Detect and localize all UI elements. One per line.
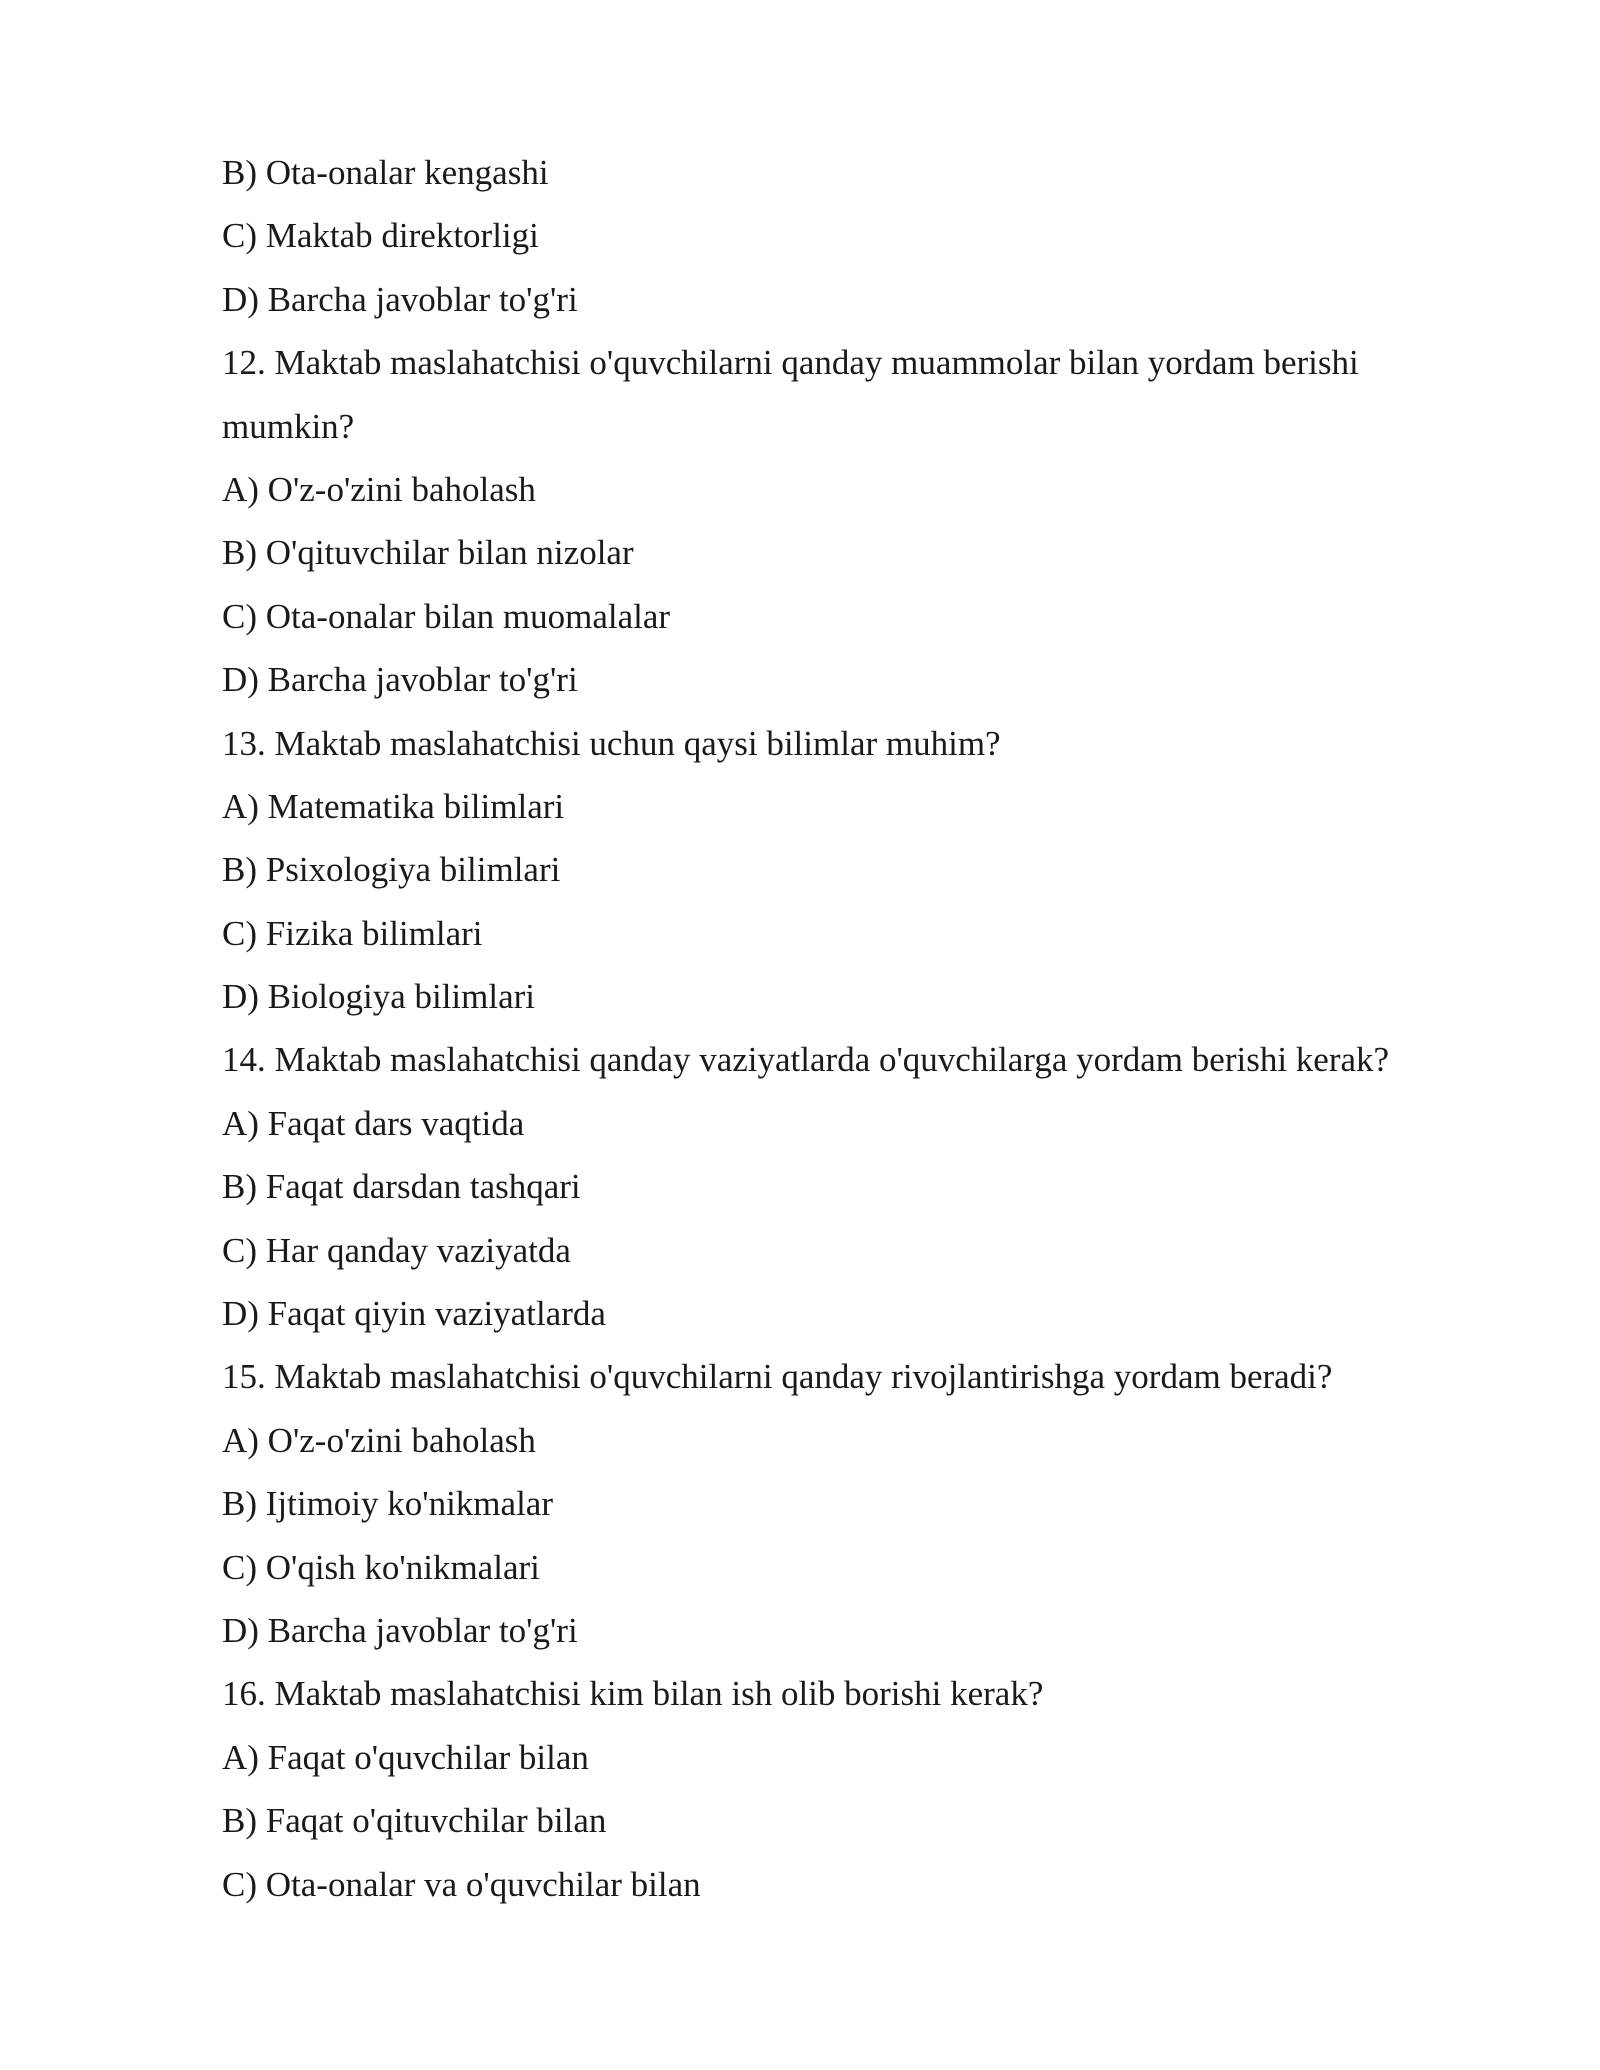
question-text: 16. Maktab maslahatchisi kim bilan ish olib borishi kerak? bbox=[222, 1674, 1044, 1714]
answer-option: B) Ota-onalar kengashi bbox=[222, 153, 549, 192]
answer-option: C) Maktab direktorligi bbox=[222, 216, 539, 256]
question-text: 13. Maktab maslahatchisi uchun qaysi bilimlar muhim? bbox=[222, 723, 1001, 763]
answer-option: D) Barcha javoblar to'g'ri bbox=[222, 1610, 578, 1650]
answer-option: C) O'qish ko'nikmalari bbox=[222, 1547, 540, 1587]
document-body bbox=[222, 141, 1462, 1916]
answer-option: A) Matematika bilimlari bbox=[222, 786, 565, 826]
answer-option: D) Biologiya bilimlari bbox=[222, 977, 536, 1017]
answer-option: B) Faqat o'qituvchilar bilan bbox=[222, 1801, 607, 1841]
answer-option: C) Fizika bilimlari bbox=[222, 913, 483, 953]
answer-option: C) Har qanday vaziyatda bbox=[222, 1230, 571, 1270]
question-text: mumkin? bbox=[222, 406, 355, 446]
question-text: 14. Maktab maslahatchisi qanday vaziyatlarda o'quvchilarga yordam berishi kerak? bbox=[222, 1040, 1390, 1080]
question-text: 12. Maktab maslahatchisi o'quvchilarni qanday muammolar bilan yordam berishi bbox=[222, 343, 1359, 383]
answer-option: A) O'z-o'zini baholash bbox=[222, 1420, 536, 1460]
answer-option: D) Faqat qiyin vaziyatlarda bbox=[222, 1294, 606, 1334]
answer-option: B) Faqat darsdan tashqari bbox=[222, 1167, 581, 1207]
answer-option: B) O'qituvchilar bilan nizolar bbox=[222, 533, 634, 573]
answer-option: B) Psixologiya bilimlari bbox=[222, 850, 561, 890]
answer-option: C) Ota-onalar va o'quvchilar bilan bbox=[222, 1864, 701, 1904]
question-text: 15. Maktab maslahatchisi o'quvchilarni qanday rivojlantirishga yordam beradi? bbox=[222, 1357, 1333, 1397]
answer-option: A) Faqat dars vaqtida bbox=[222, 1103, 525, 1143]
answer-option: A) O'z-o'zini baholash bbox=[222, 469, 536, 509]
answer-option: D) Barcha javoblar to'g'ri bbox=[222, 660, 578, 700]
answer-option: A) Faqat o'quvchilar bilan bbox=[222, 1737, 589, 1777]
answer-option: D) Barcha javoblar to'g'ri bbox=[222, 279, 578, 319]
answer-option: C) Ota-onalar bilan muomalalar bbox=[222, 596, 671, 636]
answer-option: B) Ijtimoiy ko'nikmalar bbox=[222, 1484, 553, 1524]
